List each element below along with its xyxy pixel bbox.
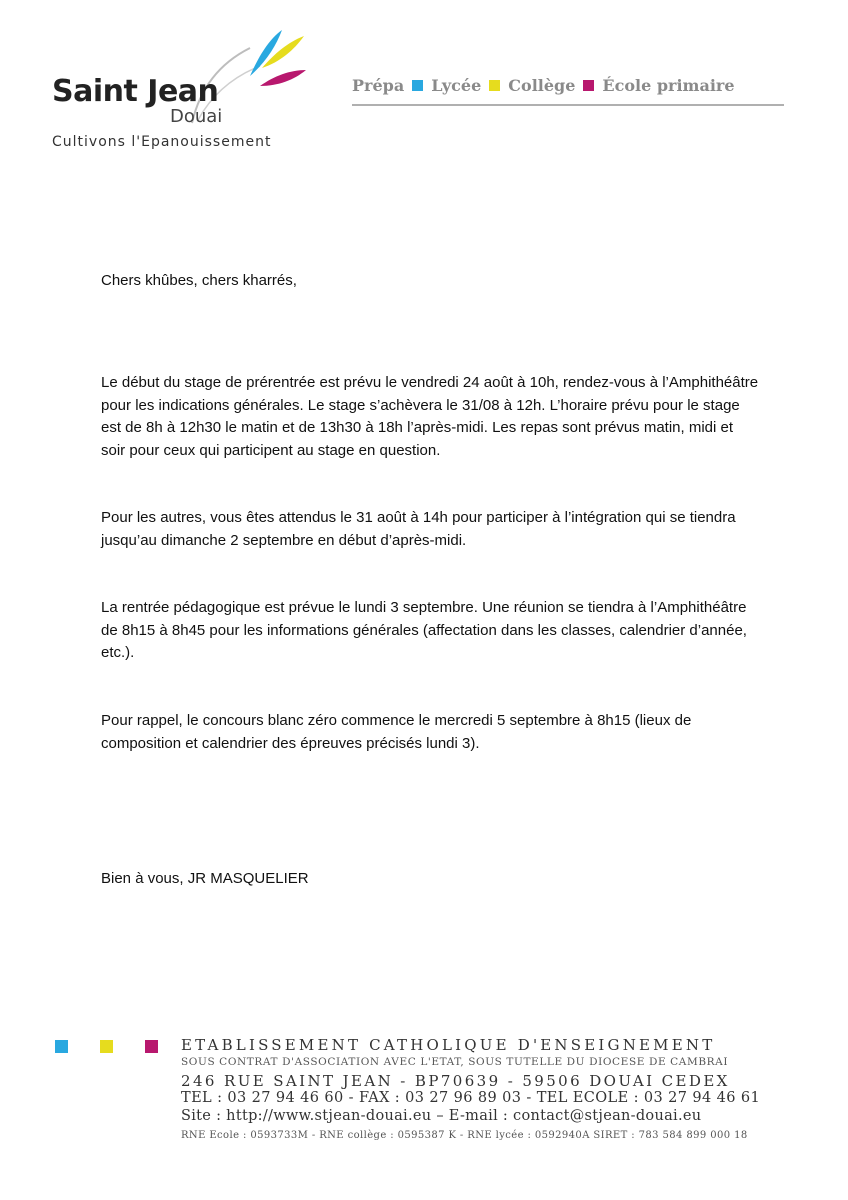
paragraph-prerentree: Le début du stage de prérentrée est prévu le vendredi 24 août à 10h, rendez-vous à l’Amphithéâtre pour les indications générales. Le stage s’achèvera le 31/08 à 12h. L’horaire prévu pour le stage est de 8h à 12h30 le matin et de 13h30 à 18h l’après-midi. Les repas sont prévus matin, midi et soir pour ceux qui participent au stage en question.: [101, 374, 759, 459]
level-prepa: Prépa: [352, 76, 405, 95]
footer-web: Site : http://www.stjean-douai.eu – E-mail : contact@stjean-douai.eu: [181, 1108, 702, 1124]
magenta-square-icon: [145, 1040, 158, 1053]
footer-registration: RNE Ecole : 0593733M - RNE collège : 0595387 K - RNE lycée : 0592940A SIRET : 783 584 899 000 18: [181, 1130, 748, 1141]
logo-title: Saint Jean: [52, 74, 219, 109]
footer: [0, 1030, 848, 1200]
yellow-square-icon: [100, 1040, 113, 1053]
magenta-square-icon: [583, 80, 594, 91]
level-college: Collège: [508, 76, 576, 95]
paragraph-concours: Pour rappel, le concours blanc zéro commence le mercredi 5 septembre à 8h15 (lieux de composition et calendrier des épreuves précisés lundi 3).: [101, 712, 692, 752]
level-ecole-primaire: École primaire: [602, 76, 735, 95]
school-levels: [352, 76, 784, 95]
footer-address: 246 RUE SAINT JEAN - BP70639 - 59506 DOUAI CEDEX: [181, 1072, 730, 1090]
header-divider: [352, 104, 784, 106]
logo-city: Douai: [170, 106, 223, 127]
cyan-square-icon: [55, 1040, 68, 1053]
greeting: Chers khûbes, chers kharrés,: [101, 272, 297, 289]
paragraph-rentree: La rentrée pédagogique est prévue le lundi 3 septembre. Une réunion se tiendra à l’Amphithéâtre de 8h15 à 8h45 pour les informations générales (affectation dans les classes, calendrier d’année, etc.).: [101, 599, 747, 661]
signature: Bien à vous, JR MASQUELIER: [101, 870, 309, 887]
footer-institution: ETABLISSEMENT CATHOLIQUE D'ENSEIGNEMENT: [181, 1036, 716, 1054]
level-lycee: Lycée: [431, 76, 482, 95]
logo-tagline: Cultivons l'Epanouissement: [52, 134, 272, 150]
footer-phones: TEL : 03 27 94 46 60 - FAX : 03 27 96 89 03 - TEL ECOLE : 03 27 94 46 61: [181, 1090, 761, 1106]
letterhead: [0, 0, 848, 180]
cyan-square-icon: [412, 80, 423, 91]
paragraph-integration: Pour les autres, vous êtes attendus le 31 août à 14h pour participer à l’intégration qui se tiendra jusqu’au dimanche 2 septembre en début d’après-midi.: [101, 509, 736, 549]
footer-contract: SOUS CONTRAT D'ASSOCIATION AVEC L'ETAT, SOUS TUTELLE DU DIOCESE DE CAMBRAI: [181, 1056, 729, 1068]
school-logo: [0, 0, 320, 170]
yellow-square-icon: [489, 80, 500, 91]
